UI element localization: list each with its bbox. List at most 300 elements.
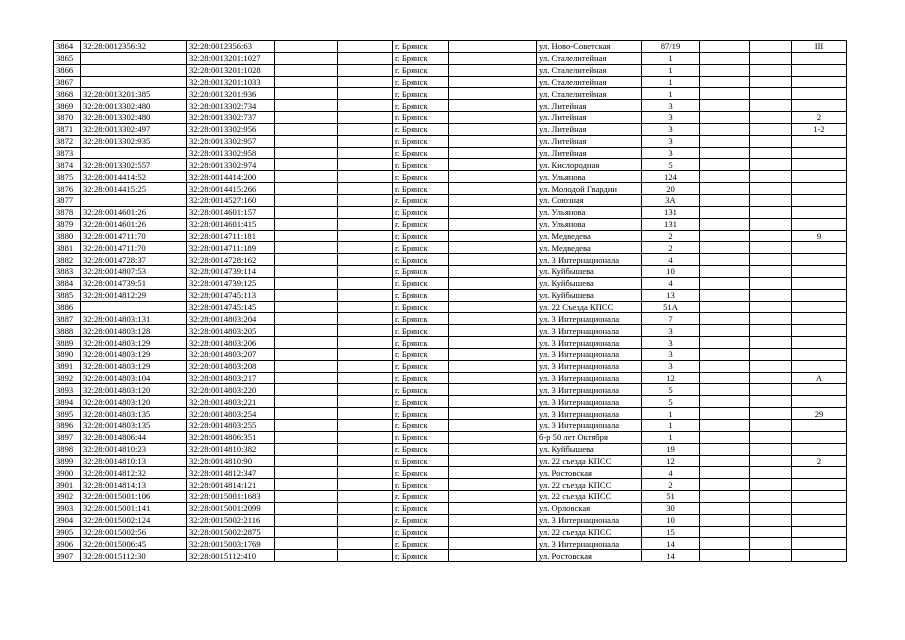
house-number-cell: 1: [642, 420, 700, 432]
flat-number-cell: [792, 88, 847, 100]
flat-number-cell: [792, 431, 847, 443]
house-number-cell: 1: [642, 64, 700, 76]
cadastral-number-object-cell: 32:28:0014415:266: [187, 183, 275, 195]
cadastral-number-parcel-cell: 32:28:0014803:135: [81, 420, 187, 432]
flat-number-cell: [792, 491, 847, 503]
row-number-cell: 3882: [54, 254, 81, 266]
col-11-cell: [750, 277, 792, 289]
cadastral-number-object-cell: 32:28:0014711:189: [187, 242, 275, 254]
col-10-cell: [700, 100, 750, 112]
col-11-cell: [750, 218, 792, 230]
col-5-cell: [338, 64, 393, 76]
col-5-cell: [338, 194, 393, 206]
col-4-cell: [275, 420, 338, 432]
cadastral-number-parcel-cell: 32:28:0015001:141: [81, 502, 187, 514]
house-number-cell: 3: [642, 360, 700, 372]
col-10-cell: [700, 171, 750, 183]
col-11-cell: [750, 502, 792, 514]
cadastral-number-parcel-cell: 32:28:0013302:557: [81, 159, 187, 171]
cadastral-number-object-cell: 32:28:0014812:347: [187, 467, 275, 479]
city-cell: г. Брянск: [393, 277, 449, 289]
city-cell: г. Брянск: [393, 467, 449, 479]
col-10-cell: [700, 313, 750, 325]
street-cell: ул. 22 съезда КПСС: [537, 526, 642, 538]
row-number-cell: 3878: [54, 206, 81, 218]
row-number-cell: 3895: [54, 408, 81, 420]
city-cell: г. Брянск: [393, 538, 449, 550]
house-number-cell: 19: [642, 443, 700, 455]
cadastral-number-parcel-cell: 32:28:0014601:26: [81, 206, 187, 218]
flat-number-cell: [792, 514, 847, 526]
row-number-cell: 3884: [54, 277, 81, 289]
flat-number-cell: [792, 183, 847, 195]
cadastral-number-parcel-cell: 32:28:0014807:53: [81, 266, 187, 278]
table-row: [54, 301, 847, 313]
row-number-cell: 3904: [54, 514, 81, 526]
cadastral-number-parcel-cell: [81, 301, 187, 313]
cadastral-number-object-cell: 32:28:0014806:351: [187, 431, 275, 443]
table-row: [54, 550, 847, 562]
col-5-cell: [338, 443, 393, 455]
flat-number-cell: 2: [792, 112, 847, 124]
house-number-cell: 3: [642, 112, 700, 124]
city-cell: г. Брянск: [393, 218, 449, 230]
row-number-cell: 3883: [54, 266, 81, 278]
street-cell: ул. Куйбышева: [537, 443, 642, 455]
col-11-cell: [750, 147, 792, 159]
cadastral-number-object-cell: 32:28:0014810:90: [187, 455, 275, 467]
table-row: [54, 206, 847, 218]
col-7-cell: [449, 360, 537, 372]
cadastral-number-parcel-cell: 32:28:0014414:52: [81, 171, 187, 183]
flat-number-cell: [792, 384, 847, 396]
col-10-cell: [700, 467, 750, 479]
cadastral-number-parcel-cell: 32:28:0013302:935: [81, 135, 187, 147]
city-cell: г. Брянск: [393, 526, 449, 538]
col-5-cell: [338, 491, 393, 503]
row-number-cell: 3896: [54, 420, 81, 432]
city-cell: г. Брянск: [393, 491, 449, 503]
row-number-cell: 3888: [54, 325, 81, 337]
cadastral-number-parcel-cell: 32:28:0014806:44: [81, 431, 187, 443]
row-number-cell: 3902: [54, 491, 81, 503]
col-10-cell: [700, 431, 750, 443]
col-5-cell: [338, 171, 393, 183]
col-7-cell: [449, 396, 537, 408]
flat-number-cell: [792, 100, 847, 112]
col-11-cell: [750, 337, 792, 349]
cadastral-number-object-cell: 32:28:0014745:113: [187, 289, 275, 301]
col-7-cell: [449, 230, 537, 242]
col-5-cell: [338, 254, 393, 266]
table-row: [54, 100, 847, 112]
cadastral-number-object-cell: 32:28:0014728:162: [187, 254, 275, 266]
cadastral-number-object-cell: 32:28:0012356:63: [187, 41, 275, 53]
table-row: [54, 360, 847, 372]
col-4-cell: [275, 443, 338, 455]
col-7-cell: [449, 159, 537, 171]
col-4-cell: [275, 360, 338, 372]
col-7-cell: [449, 348, 537, 360]
table-row: [54, 443, 847, 455]
cadastral-number-parcel-cell: 32:28:0014728:37: [81, 254, 187, 266]
col-4-cell: [275, 159, 338, 171]
cadastral-number-parcel-cell: 32:28:0015112:30: [81, 550, 187, 562]
cadastral-number-object-cell: 32:28:0015003:1769: [187, 538, 275, 550]
col-7-cell: [449, 41, 537, 53]
table-row: [54, 325, 847, 337]
col-5-cell: [338, 135, 393, 147]
col-7-cell: [449, 550, 537, 562]
cadastral-number-object-cell: 32:28:0014803:217: [187, 372, 275, 384]
cadastral-number-parcel-cell: 32:28:0014803:128: [81, 325, 187, 337]
house-number-cell: 1: [642, 431, 700, 443]
col-7-cell: [449, 123, 537, 135]
col-10-cell: [700, 254, 750, 266]
house-number-cell: 4: [642, 277, 700, 289]
house-number-cell: 15: [642, 526, 700, 538]
table-row: [54, 41, 847, 53]
row-number-cell: 3899: [54, 455, 81, 467]
col-4-cell: [275, 218, 338, 230]
house-number-cell: 3А: [642, 194, 700, 206]
col-5-cell: [338, 100, 393, 112]
col-4-cell: [275, 396, 338, 408]
col-10-cell: [700, 123, 750, 135]
col-10-cell: [700, 443, 750, 455]
col-11-cell: [750, 491, 792, 503]
col-11-cell: [750, 100, 792, 112]
table-row: [54, 242, 847, 254]
cadastral-number-object-cell: 32:28:0015112:410: [187, 550, 275, 562]
house-number-cell: 131: [642, 206, 700, 218]
col-10-cell: [700, 135, 750, 147]
street-cell: ул. Куйбышева: [537, 266, 642, 278]
cadastral-number-object-cell: 32:28:0014739:114: [187, 266, 275, 278]
row-number-cell: 3887: [54, 313, 81, 325]
cadastral-number-object-cell: 32:28:0014739:125: [187, 277, 275, 289]
street-cell: ул. Медведева: [537, 230, 642, 242]
col-7-cell: [449, 502, 537, 514]
col-4-cell: [275, 467, 338, 479]
row-number-cell: 3880: [54, 230, 81, 242]
col-4-cell: [275, 135, 338, 147]
row-number-cell: 3871: [54, 123, 81, 135]
col-7-cell: [449, 171, 537, 183]
cadastral-number-object-cell: 32:28:0014745:145: [187, 301, 275, 313]
flat-number-cell: [792, 52, 847, 64]
col-11-cell: [750, 360, 792, 372]
table-row: [54, 289, 847, 301]
cadastral-number-parcel-cell: 32:28:0014711:70: [81, 230, 187, 242]
house-number-cell: 13: [642, 289, 700, 301]
table-row: [54, 514, 847, 526]
col-11-cell: [750, 313, 792, 325]
street-cell: ул. Сталелитейная: [537, 88, 642, 100]
city-cell: г. Брянск: [393, 183, 449, 195]
city-cell: г. Брянск: [393, 135, 449, 147]
cadastral-number-parcel-cell: 32:28:0014803:120: [81, 384, 187, 396]
col-4-cell: [275, 266, 338, 278]
col-10-cell: [700, 550, 750, 562]
flat-number-cell: [792, 64, 847, 76]
cadastral-number-object-cell: 32:28:0014810:382: [187, 443, 275, 455]
flat-number-cell: [792, 301, 847, 313]
col-11-cell: [750, 76, 792, 88]
house-number-cell: 87/19: [642, 41, 700, 53]
cadastral-number-object-cell: 32:28:0015002:2875: [187, 526, 275, 538]
house-number-cell: 20: [642, 183, 700, 195]
row-number-cell: 3870: [54, 112, 81, 124]
cadastral-number-object-cell: 32:28:0013302:958: [187, 147, 275, 159]
col-4-cell: [275, 526, 338, 538]
house-number-cell: 1: [642, 408, 700, 420]
city-cell: г. Брянск: [393, 443, 449, 455]
col-4-cell: [275, 289, 338, 301]
house-number-cell: 51А: [642, 301, 700, 313]
col-11-cell: [750, 230, 792, 242]
cadastral-number-object-cell: 32:28:0014803:254: [187, 408, 275, 420]
col-4-cell: [275, 408, 338, 420]
property-register-table: [53, 40, 847, 562]
col-7-cell: [449, 538, 537, 550]
col-7-cell: [449, 420, 537, 432]
cadastral-number-object-cell: 32:28:0013201:1028: [187, 64, 275, 76]
flat-number-cell: [792, 218, 847, 230]
row-number-cell: 3903: [54, 502, 81, 514]
col-7-cell: [449, 431, 537, 443]
table-row: [54, 538, 847, 550]
col-10-cell: [700, 159, 750, 171]
city-cell: г. Брянск: [393, 420, 449, 432]
col-11-cell: [750, 52, 792, 64]
street-cell: ул. 3 Интернационала: [537, 360, 642, 372]
street-cell: ул. 3 Интернационала: [537, 337, 642, 349]
house-number-cell: 3: [642, 100, 700, 112]
col-5-cell: [338, 538, 393, 550]
col-4-cell: [275, 550, 338, 562]
table-row: [54, 64, 847, 76]
col-10-cell: [700, 384, 750, 396]
house-number-cell: 4: [642, 467, 700, 479]
col-4-cell: [275, 171, 338, 183]
street-cell: ул. Орловская: [537, 502, 642, 514]
table-row: [54, 76, 847, 88]
cadastral-number-object-cell: 32:28:0014814:121: [187, 479, 275, 491]
cadastral-number-parcel-cell: 32:28:0014803:104: [81, 372, 187, 384]
col-11-cell: [750, 123, 792, 135]
cadastral-number-object-cell: 32:28:0014803:221: [187, 396, 275, 408]
col-7-cell: [449, 266, 537, 278]
house-number-cell: 5: [642, 396, 700, 408]
table-row: [54, 123, 847, 135]
col-10-cell: [700, 194, 750, 206]
cadastral-number-object-cell: 32:28:0013201:1033: [187, 76, 275, 88]
street-cell: ул. 3 Интернационала: [537, 514, 642, 526]
city-cell: г. Брянск: [393, 159, 449, 171]
col-5-cell: [338, 112, 393, 124]
col-4-cell: [275, 123, 338, 135]
col-4-cell: [275, 384, 338, 396]
row-number-cell: 3864: [54, 41, 81, 53]
street-cell: ул. 3 Интернационала: [537, 254, 642, 266]
col-10-cell: [700, 396, 750, 408]
flat-number-cell: [792, 550, 847, 562]
col-4-cell: [275, 431, 338, 443]
cadastral-number-parcel-cell: 32:28:0015001:106: [81, 491, 187, 503]
col-5-cell: [338, 76, 393, 88]
table-row: [54, 348, 847, 360]
cadastral-number-parcel-cell: [81, 76, 187, 88]
row-number-cell: 3906: [54, 538, 81, 550]
street-cell: ул. 3 Интернационала: [537, 538, 642, 550]
col-10-cell: [700, 218, 750, 230]
col-10-cell: [700, 514, 750, 526]
col-7-cell: [449, 242, 537, 254]
col-5-cell: [338, 479, 393, 491]
col-5-cell: [338, 455, 393, 467]
cadastral-number-parcel-cell: [81, 194, 187, 206]
flat-number-cell: 29: [792, 408, 847, 420]
col-10-cell: [700, 360, 750, 372]
col-5-cell: [338, 420, 393, 432]
col-7-cell: [449, 218, 537, 230]
col-5-cell: [338, 502, 393, 514]
col-4-cell: [275, 52, 338, 64]
col-11-cell: [750, 41, 792, 53]
city-cell: г. Брянск: [393, 431, 449, 443]
row-number-cell: 3889: [54, 337, 81, 349]
cadastral-number-parcel-cell: 32:28:0013302:497: [81, 123, 187, 135]
col-5-cell: [338, 313, 393, 325]
col-11-cell: [750, 206, 792, 218]
street-cell: ул. Литейная: [537, 135, 642, 147]
table-row: [54, 218, 847, 230]
city-cell: г. Брянск: [393, 479, 449, 491]
col-4-cell: [275, 313, 338, 325]
street-cell: ул. 22 съезда КПСС: [537, 479, 642, 491]
col-7-cell: [449, 76, 537, 88]
table-row: [54, 313, 847, 325]
col-11-cell: [750, 194, 792, 206]
flat-number-cell: [792, 147, 847, 159]
col-5-cell: [338, 206, 393, 218]
row-number-cell: 3874: [54, 159, 81, 171]
city-cell: г. Брянск: [393, 52, 449, 64]
cadastral-number-parcel-cell: [81, 147, 187, 159]
col-10-cell: [700, 266, 750, 278]
flat-number-cell: [792, 467, 847, 479]
city-cell: г. Брянск: [393, 396, 449, 408]
col-5-cell: [338, 242, 393, 254]
city-cell: г. Брянск: [393, 242, 449, 254]
street-cell: ул. 3 Интернационала: [537, 384, 642, 396]
city-cell: г. Брянск: [393, 88, 449, 100]
row-number-cell: 3894: [54, 396, 81, 408]
col-11-cell: [750, 171, 792, 183]
street-cell: ул. Ростовская: [537, 550, 642, 562]
table-row: [54, 147, 847, 159]
col-10-cell: [700, 526, 750, 538]
cadastral-number-object-cell: 32:28:0014803:220: [187, 384, 275, 396]
col-11-cell: [750, 420, 792, 432]
row-number-cell: 3876: [54, 183, 81, 195]
house-number-cell: 51: [642, 491, 700, 503]
col-10-cell: [700, 372, 750, 384]
house-number-cell: 5: [642, 159, 700, 171]
col-5-cell: [338, 230, 393, 242]
row-number-cell: 3875: [54, 171, 81, 183]
col-7-cell: [449, 455, 537, 467]
flat-number-cell: А: [792, 372, 847, 384]
col-11-cell: [750, 431, 792, 443]
street-cell: ул. Литейная: [537, 100, 642, 112]
city-cell: г. Брянск: [393, 123, 449, 135]
city-cell: г. Брянск: [393, 112, 449, 124]
col-5-cell: [338, 372, 393, 384]
col-7-cell: [449, 325, 537, 337]
col-11-cell: [750, 183, 792, 195]
street-cell: ул. 3 Интернационала: [537, 408, 642, 420]
col-7-cell: [449, 206, 537, 218]
col-10-cell: [700, 112, 750, 124]
city-cell: г. Брянск: [393, 360, 449, 372]
table-row: [54, 526, 847, 538]
city-cell: г. Брянск: [393, 147, 449, 159]
col-4-cell: [275, 301, 338, 313]
cadastral-number-object-cell: 32:28:0013302:734: [187, 100, 275, 112]
col-4-cell: [275, 183, 338, 195]
col-7-cell: [449, 88, 537, 100]
city-cell: г. Брянск: [393, 348, 449, 360]
city-cell: г. Брянск: [393, 313, 449, 325]
row-number-cell: 3901: [54, 479, 81, 491]
city-cell: г. Брянск: [393, 206, 449, 218]
col-4-cell: [275, 348, 338, 360]
street-cell: ул. Литейная: [537, 112, 642, 124]
flat-number-cell: [792, 242, 847, 254]
col-4-cell: [275, 206, 338, 218]
table-row: [54, 266, 847, 278]
col-10-cell: [700, 41, 750, 53]
document-page: [53, 40, 846, 562]
cadastral-number-object-cell: 32:28:0013302:956: [187, 123, 275, 135]
city-cell: г. Брянск: [393, 325, 449, 337]
col-10-cell: [700, 337, 750, 349]
cadastral-number-parcel-cell: 32:28:0014803:129: [81, 360, 187, 372]
col-11-cell: [750, 289, 792, 301]
col-4-cell: [275, 538, 338, 550]
cadastral-number-object-cell: 32:28:0014803:205: [187, 325, 275, 337]
col-4-cell: [275, 41, 338, 53]
col-11-cell: [750, 88, 792, 100]
flat-number-cell: [792, 538, 847, 550]
col-10-cell: [700, 301, 750, 313]
table-row: [54, 52, 847, 64]
col-5-cell: [338, 360, 393, 372]
col-4-cell: [275, 337, 338, 349]
row-number-cell: 3892: [54, 372, 81, 384]
row-number-cell: 3905: [54, 526, 81, 538]
cadastral-number-parcel-cell: 32:28:0014415:25: [81, 183, 187, 195]
house-number-cell: 4: [642, 254, 700, 266]
col-7-cell: [449, 372, 537, 384]
street-cell: ул. Куйбышева: [537, 277, 642, 289]
city-cell: г. Брянск: [393, 502, 449, 514]
flat-number-cell: [792, 348, 847, 360]
street-cell: ул. Союзная: [537, 194, 642, 206]
col-11-cell: [750, 266, 792, 278]
